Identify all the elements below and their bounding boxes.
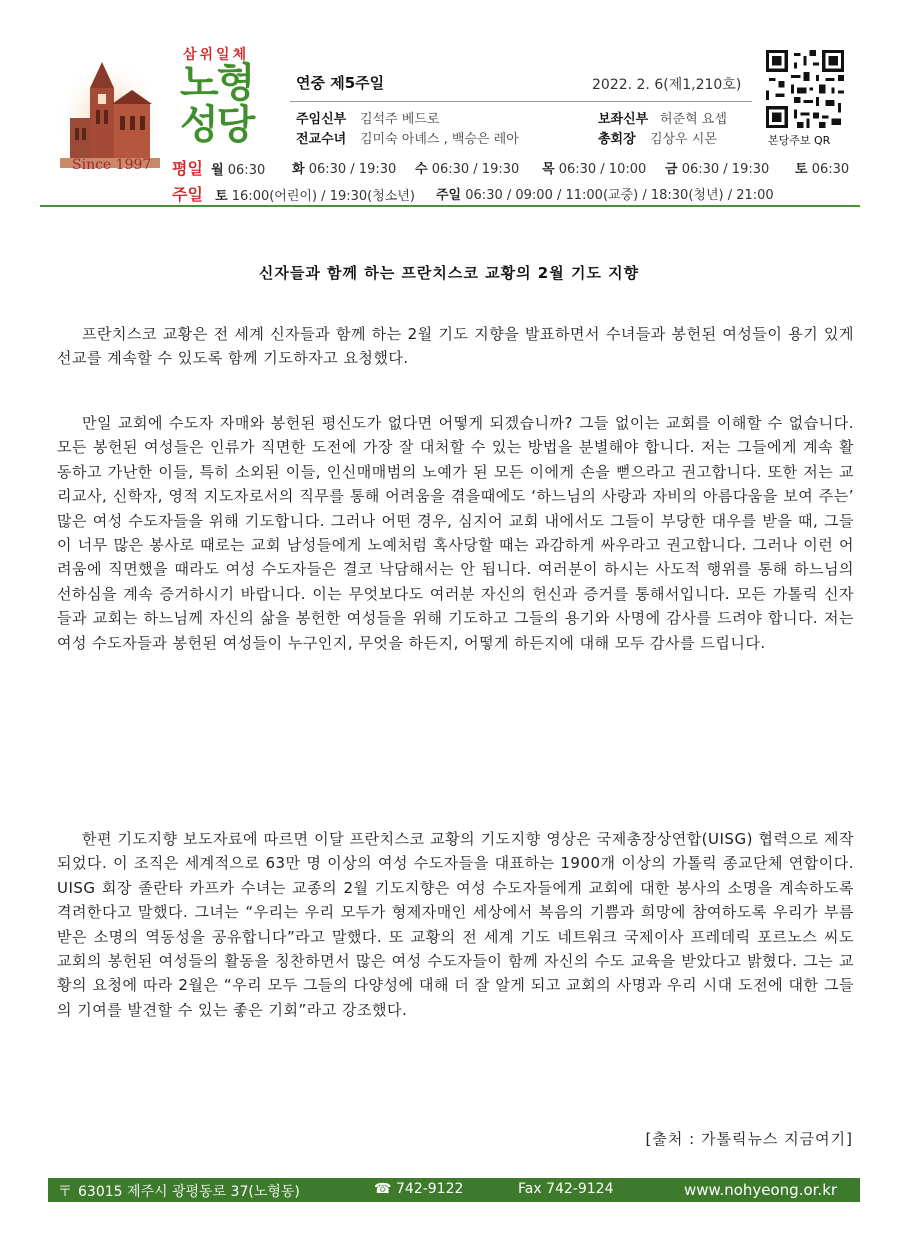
- schedule-day: 화: [292, 162, 305, 177]
- staff-name: 김석주 베드로: [360, 112, 440, 127]
- sunday-times-row: [436, 184, 774, 203]
- schedule-day: 금: [665, 162, 678, 177]
- schedule-wed: [415, 158, 519, 177]
- footer-bar: [48, 1178, 860, 1202]
- staff-name: 김상우 시몬: [650, 132, 717, 147]
- qr-label: 본당주보 QR: [768, 134, 831, 147]
- schedule-tue: [292, 158, 396, 177]
- staff-role: 총회장: [598, 132, 636, 147]
- footer-website-link[interactable]: www.nohyeong.or.kr: [684, 1181, 838, 1199]
- phone-icon: ☎: [374, 1181, 392, 1197]
- schedule-day: 토: [795, 162, 808, 177]
- tagline: 삼위일체: [183, 47, 250, 63]
- schedule-day: 주일: [436, 188, 462, 203]
- schedule-sat: [795, 158, 849, 177]
- schedule-day: 목: [542, 162, 555, 177]
- footer-address: 63015 제주시 광평동로 37(노형동): [78, 1184, 300, 1200]
- church-name-line1: 노형: [180, 60, 254, 106]
- sunday-schedule: [172, 182, 415, 205]
- postal-icon: 〒: [58, 1184, 72, 1200]
- church-logo-icon: [60, 58, 160, 168]
- schedule-times: 06:30 / 09:00 / 11:00(교중) / 18:30(청년) / 21:00: [465, 188, 774, 203]
- footer-phone: 742-9122: [396, 1181, 464, 1197]
- article-paragraph: 프란치스코 교황은 전 세계 신자들과 함께 하는 2월 기도 지향을 발표하면서 수녀들과 봉헌된 여성들이 용기 있게 선교를 계속할 수 있도록 함께 기도하자고 요청했다.: [57, 325, 854, 368]
- schedule-day: 월: [211, 163, 224, 178]
- article-title: 신자들과 함께 하는 프란치스코 교황의 2월 기도 지향: [258, 264, 640, 282]
- schedule-thu: [542, 158, 646, 177]
- schedule-fri: [665, 158, 769, 177]
- schedule-times: 06:30 / 19:30: [681, 162, 770, 177]
- since-year: Since 1997: [72, 157, 152, 173]
- schedule-times: 06:30: [811, 162, 850, 177]
- divider: [290, 101, 752, 102]
- sunday-label: 주일: [172, 185, 203, 204]
- schedule-times: 16:00(어린이) / 19:30(청소년): [231, 189, 415, 204]
- header-divider: [40, 205, 860, 207]
- staff-name: 김미숙 아녜스 , 백승은 레아: [360, 132, 519, 147]
- schedule-day: 수: [415, 162, 428, 177]
- schedule-times: 06:30 / 19:30: [308, 162, 397, 177]
- weekday-schedule: [172, 156, 265, 179]
- schedule-day: 토: [215, 189, 228, 204]
- article-paragraph: 한편 기도지향 보도자료에 따르면 이달 프란치스코 교황의 기도지향 영상은 국제총장상연합(UISG) 협력으로 제작되었다. 이 조직은 세계적으로 63만 명 이상의 여성 수도자들을 대표하는 1900개 이상의 가톨릭 종교단체 연합이다. UISG 회장 졸란타 카프카 수녀는 교종의 2월 기도지향은 여성 수도자들에게 교회에 대한 봉사의 소명을 계속하도록 격려한다고 말했다. 그녀는 “우리는 우리 모두가 형제자매인 세상에서 복음의 기쁨과 희망에 참여하도록 우리가 부름받은 소명의 역동성을 공유합니다”라고 말했다. 또 교황의 전 세계 기도 네트워크 국제이사 프레데릭 포르노스 씨도 교회의 봉헌된 여성들의 활동을 칭찬하면서 많은 여성 수도자들이 함께 자신의 수도 교육을 받았다고 밝혔다. 그는 교황의 요청에 따라 2월은 “우리 모두 그들의 다양성에 대해 더 잘 알게 되고 교회의 사명과 우리 시대 도전에 대한 그들의 기여를 발견할 수 있는 좋은 기회”라고 강조했다.: [57, 830, 854, 1019]
- schedule-times: 06:30: [227, 163, 266, 178]
- staff-role: 주임신부: [296, 112, 347, 127]
- week-title: 연중 제5주일: [296, 74, 385, 92]
- article-paragraph: 만일 교회에 수도자 자매와 봉헌된 평신도가 없다면 어떻게 되겠습니까? 그들 없이는 교회를 이해할 수 없습니다. 모든 봉헌된 여성들은 인류가 직면한 도전에 가장 잘 대처할 수 있는 방법을 분별해야 합니다. 저는 그들에게 계속 활동하고 가난한 이들, 특히 소외된 이들, 인신매매범의 노예가 된 모든 이에게 손을 뻗으라고 권고합니다. 또한 저는 교리교사, 신학자, 영적 지도자로서의 직무를 통해 어려움을 겪을때에도 ‘하느님의 사랑과 자비의 아름다움을 보여 주는’ 많은 여성 수도자들을 위해 기도합니다. 그러나 어떤 경우, 심지어 교회 내에서도 그들이 부당한 대우를 받을 때, 그들이 너무 많은 봉사로 때로는 교회 남성들에게 노예처럼 혹사당할 때는 과감하게 싸우라고 권고합니다. 그러나 이런 어려움에 직면했을 때라도 여성 수도자들은 결코 낙담해서는 안 됩니다. 여러분이 하시는 사도적 행위를 통해 하느님의 선하심을 계속 증거하시기 바랍니다. 이는 무엇보다도 여러분 자신의 헌신과 증거를 통해서입니다. 모든 가톨릭 신자들과 교회는 하느님께 자신의 삶을 봉헌한 여성들을 위해 기도하고 그들의 용기와 사명에 감사를 드려야 합니다. 저는 여성 수도자들과 봉헌된 여성들이 누구인지, 무엇을 하든지, 어떻게 하든지에 대해 모두 감사를 드립니다.: [57, 414, 854, 652]
- issue-date: 2022. 2. 6(제1,210호): [592, 77, 742, 93]
- staff-role: 보좌신부: [598, 112, 649, 127]
- weekday-label: 평일: [172, 159, 203, 178]
- staff-name: 허준혁 요셉: [660, 112, 727, 127]
- qr-code-icon[interactable]: [766, 50, 844, 128]
- schedule-times: 06:30 / 10:00: [558, 162, 647, 177]
- schedule-times: 06:30 / 19:30: [431, 162, 520, 177]
- article-source: [출처 : 가톨릭뉴스 지금여기]: [645, 1130, 853, 1148]
- footer-fax: Fax 742-9124: [518, 1181, 614, 1197]
- staff-role: 전교수녀: [296, 132, 347, 147]
- church-name-line2: 성당: [180, 102, 254, 148]
